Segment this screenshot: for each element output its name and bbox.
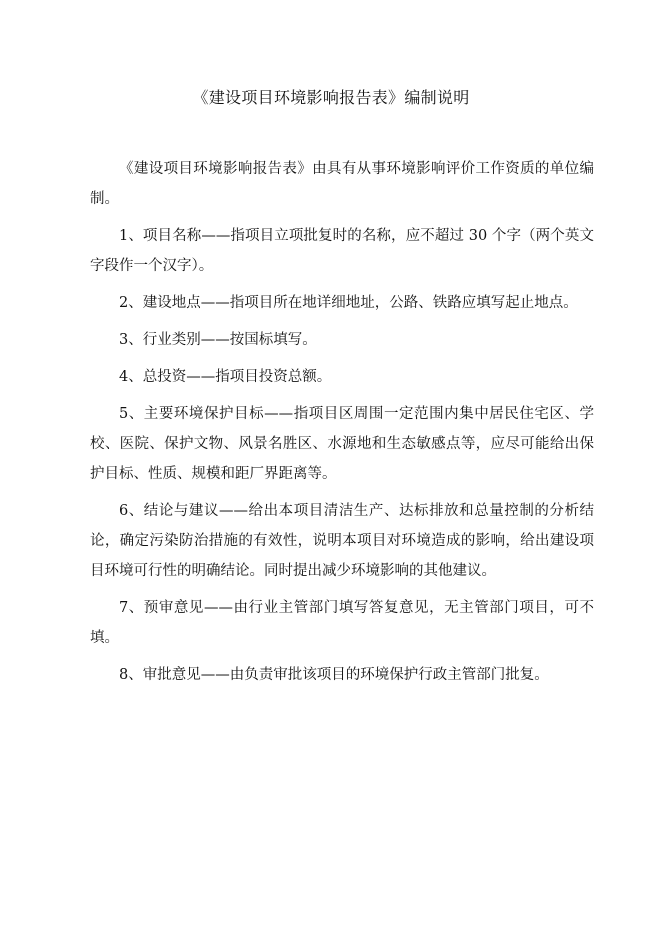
- item-total-investment: 4、总投资——指项目投资总额。: [119, 369, 332, 385]
- item-construction-site: 2、建设地点——指项目所在地详细地址，公路、铁路应填写起止地点。: [119, 295, 578, 311]
- item-conclusions-suggestions: 6、结论与建议——给出本项目清洁生产、达标排放和总量控制的分析结论，确定污染防治措施的有效性，说明本项目对环境造成的影响，给出建设项目环境可行性的明确结论。同时提出减少环境影响的其他建议。: [90, 503, 594, 579]
- document-title: 《建设项目环境影响报告表》编制说明: [192, 88, 470, 107]
- intro-paragraph: 《建设项目环境影响报告表》由具有从事环境影响评价工作资质的单位编制。: [90, 161, 594, 207]
- item-protection-targets: 5、主要环境保护目标——指项目区周围一定范围内集中居民住宅区、学校、医院、保护文物、风景名胜区、水源地和生态敏感点等，应尽可能给出保护目标、性质、规模和距厂界距离等。: [90, 406, 594, 482]
- item-project-name: 1、项目名称——指项目立项批复时的名称，应不超过 30 个字（两个英文字段作一个汉字）。: [90, 228, 594, 274]
- item-preliminary-review: 7、预审意见——由行业主管部门填写答复意见，无主管部门项目，可不填。: [90, 600, 594, 646]
- document-body: [90, 154, 594, 697]
- item-industry-category: 3、行业类别——按国标填写。: [119, 332, 317, 348]
- item-approval-opinion: 8、审批意见——由负责审批该项目的环境保护行政主管部门批复。: [119, 667, 549, 683]
